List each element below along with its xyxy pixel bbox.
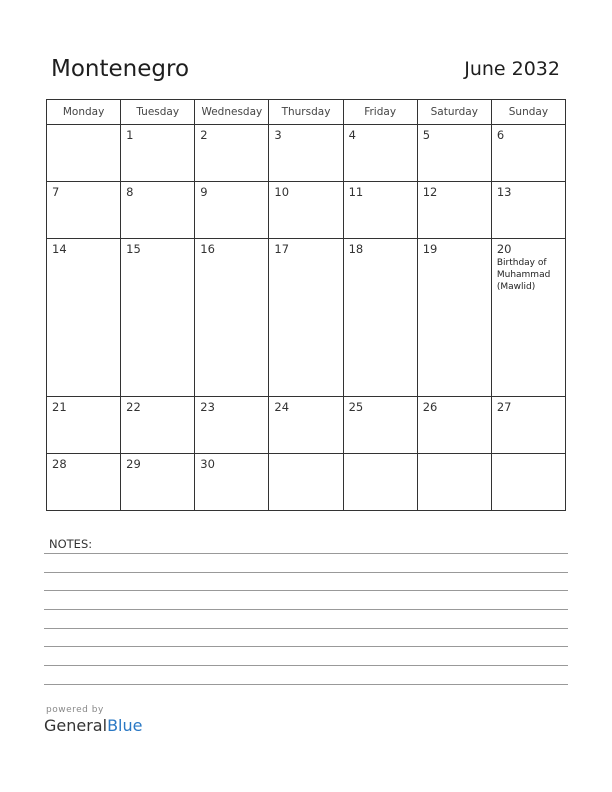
note-line (44, 553, 568, 554)
day-cell (269, 396, 343, 453)
weekday-header-row (47, 100, 566, 125)
day-cell (343, 396, 417, 453)
weekday-header: Tuesday (121, 100, 195, 125)
day-number: 23 (200, 399, 215, 414)
day-cell (343, 453, 417, 510)
weekday-header: Sunday (491, 100, 565, 125)
day-number: 16 (200, 242, 215, 257)
powered-by-text: powered by (46, 705, 104, 715)
day-number: 27 (496, 399, 512, 414)
week-row (47, 239, 566, 397)
day-number: 14 (52, 242, 67, 257)
day-number: 18 (348, 242, 364, 257)
day-cell (417, 396, 491, 453)
day-number: 22 (126, 399, 141, 414)
day-cell (343, 125, 417, 182)
weekday-header: Saturday (417, 100, 491, 125)
day-cell (269, 239, 343, 397)
day-cell (417, 453, 491, 510)
day-cell (195, 182, 269, 239)
day-number: 30 (200, 456, 215, 471)
generalblue-logo (44, 716, 142, 735)
day-cell (491, 453, 565, 510)
day-cell (47, 396, 121, 453)
notes-label: NOTES: (49, 537, 93, 551)
day-number: 1 (126, 128, 134, 142)
month-title: June 2032 (464, 58, 560, 80)
day-cell (47, 239, 121, 397)
day-number: 13 (496, 185, 512, 200)
week-row (47, 125, 566, 182)
day-cell (195, 125, 269, 182)
country-title: Montenegro (51, 56, 190, 82)
day-cell (121, 396, 195, 453)
logo-text-blue: Blue (107, 716, 143, 735)
day-number: 6 (496, 128, 505, 142)
holiday-label: Birthday of Muhammad (Mawlid) (496, 258, 551, 293)
day-cell (121, 182, 195, 239)
day-cell (195, 453, 269, 510)
day-cell (47, 125, 121, 182)
day-number: 7 (52, 185, 60, 200)
note-line (44, 628, 568, 629)
note-line (44, 646, 568, 647)
weekday-header: Wednesday (195, 100, 269, 125)
day-cell (491, 125, 565, 182)
day-number: 17 (274, 242, 290, 257)
day-cell (343, 239, 417, 397)
day-number: 4 (348, 128, 356, 142)
day-cell (491, 182, 565, 239)
day-cell (417, 182, 491, 239)
weekday-header: Friday (343, 100, 417, 125)
day-cell (121, 125, 195, 182)
day-number: 12 (422, 185, 438, 200)
logo-text-general: General (44, 716, 108, 735)
day-number: 29 (126, 456, 141, 471)
day-cell (269, 125, 343, 182)
day-cell (491, 239, 565, 397)
weekday-header: Monday (47, 100, 121, 125)
day-cell (269, 182, 343, 239)
note-line (44, 590, 568, 591)
day-number: 25 (348, 399, 364, 414)
day-cell (195, 239, 269, 397)
day-cell (47, 182, 121, 239)
calendar-grid (46, 99, 566, 511)
day-number: 20 (496, 242, 512, 257)
note-line (44, 665, 568, 666)
note-line (44, 572, 568, 573)
note-line (44, 609, 568, 610)
weekday-header: Thursday (269, 100, 343, 125)
week-row (47, 182, 566, 239)
day-number: 19 (422, 242, 438, 257)
week-row (47, 396, 566, 453)
day-cell (121, 453, 195, 510)
day-cell (417, 239, 491, 397)
day-cell (269, 453, 343, 510)
day-number: 9 (200, 185, 208, 200)
day-number: 28 (52, 456, 67, 471)
day-number: 2 (200, 128, 208, 142)
day-number: 21 (52, 399, 67, 414)
day-cell (343, 182, 417, 239)
day-number: 24 (274, 399, 290, 414)
day-cell (47, 453, 121, 510)
day-number: 11 (348, 185, 364, 200)
day-cell (121, 239, 195, 397)
day-number: 10 (274, 185, 290, 200)
week-row (47, 453, 566, 510)
day-cell (491, 396, 565, 453)
day-number: 26 (422, 399, 438, 414)
day-number: 15 (126, 242, 141, 257)
day-number: 5 (422, 128, 431, 142)
note-line (44, 684, 568, 685)
day-cell (195, 396, 269, 453)
day-number: 8 (126, 185, 134, 200)
day-number: 3 (274, 128, 282, 142)
day-cell (417, 125, 491, 182)
